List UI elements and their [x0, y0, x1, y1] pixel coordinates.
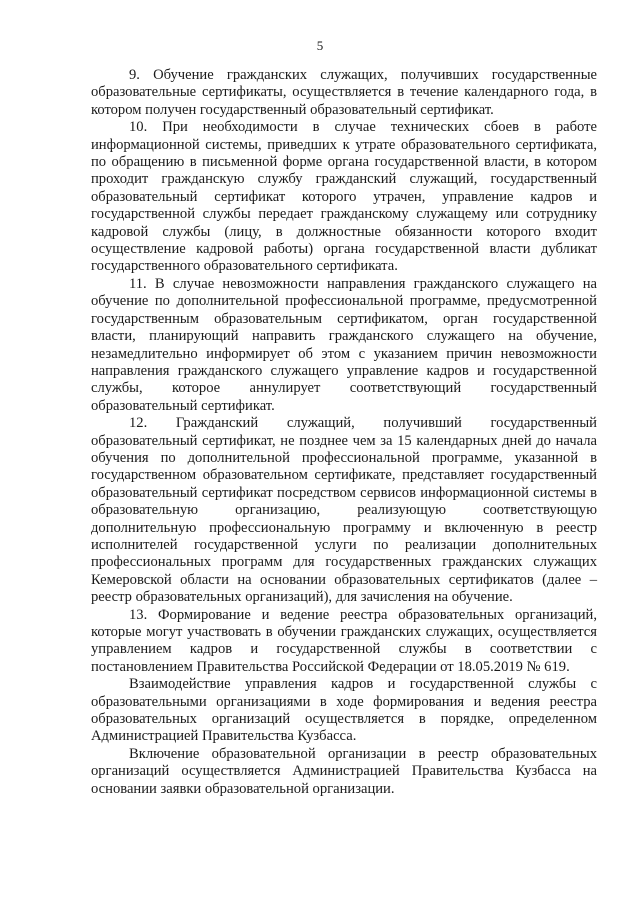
paragraph-12: 12. Гражданский служащий, получивший государственный образовательный сертификат, не позднее чем за 15 календарных дней до начала обучения по дополнительной профессиональной программе, указанной в государственном образовательном сертификате, представляет государственный образовательный сертификат посредством сервисов информационной системы в образовательную организацию, реализующую соответствующую дополнительную профессиональную программу и включенную в реестр исполнителей государственной услуги по реализации дополнительных профессиональных программ для государственных гражданских служащих Кемеровской области на основании образовательных сертификатов (далее – реестр образовательных организаций), для зачисления на обучение. [91, 415, 597, 606]
paragraph-11: 11. В случае невозможности направления гражданского служащего на обучение по дополнительной профессиональной программе, предусмотренной государственным образовательным сертификатом, орган государственной власти, планирующий направить гражданского служащего на обучение, незамедлительно информирует об этом с указанием причин невозможности направления гражданского служащего управление кадров и государственной службы, которое аннулирует соответствующий государственный образовательный сертификат. [91, 275, 597, 414]
document-body [91, 67, 597, 798]
page-number: 5 [316, 38, 324, 53]
paragraph-10: 10. При необходимости в случае технических сбоев в работе информационной системы, приведших к утрате образовательного сертификата, по обращению в письменной форме органа государственной власти, в котором проходит гражданскую службу гражданский служащий, государственный образовательный сертификат которого утрачен, управление кадров и государственной службы передает гражданскому служащему или сотруднику кадровой службы (лицу, в должностные обязанности которого входит осуществление кадровой работы) органа государственной власти дубликат государственного образовательного сертификата. [91, 119, 597, 275]
paragraph-9: 9. Обучение гражданских служащих, получивших государственные образовательные сертификаты, осуществляется в течение календарного года, в котором получен государственный образовательный сертификат. [91, 67, 597, 118]
paragraph-inclusion: Включение образовательной организации в реестр образовательных организаций осуществляется Администрацией Правительства Кузбасса на основании заявки образовательной организации. [91, 745, 597, 797]
paragraph-interaction: Взаимодействие управления кадров и государственной службы с образовательными организациями в ходе формирования и ведения реестра образовательных организаций осуществляется в порядке, определенном Администрацией Правительства Кузбасса. [91, 676, 597, 745]
paragraph-13: 13. Формирование и ведение реестра образовательных организаций, которые могут участвовать в обучении гражданских служащих, осуществляется управлением кадров и государственной службы в соответствии с постановлением Правительства Российской Федерации от 18.05.2019 № 619. [91, 606, 597, 675]
